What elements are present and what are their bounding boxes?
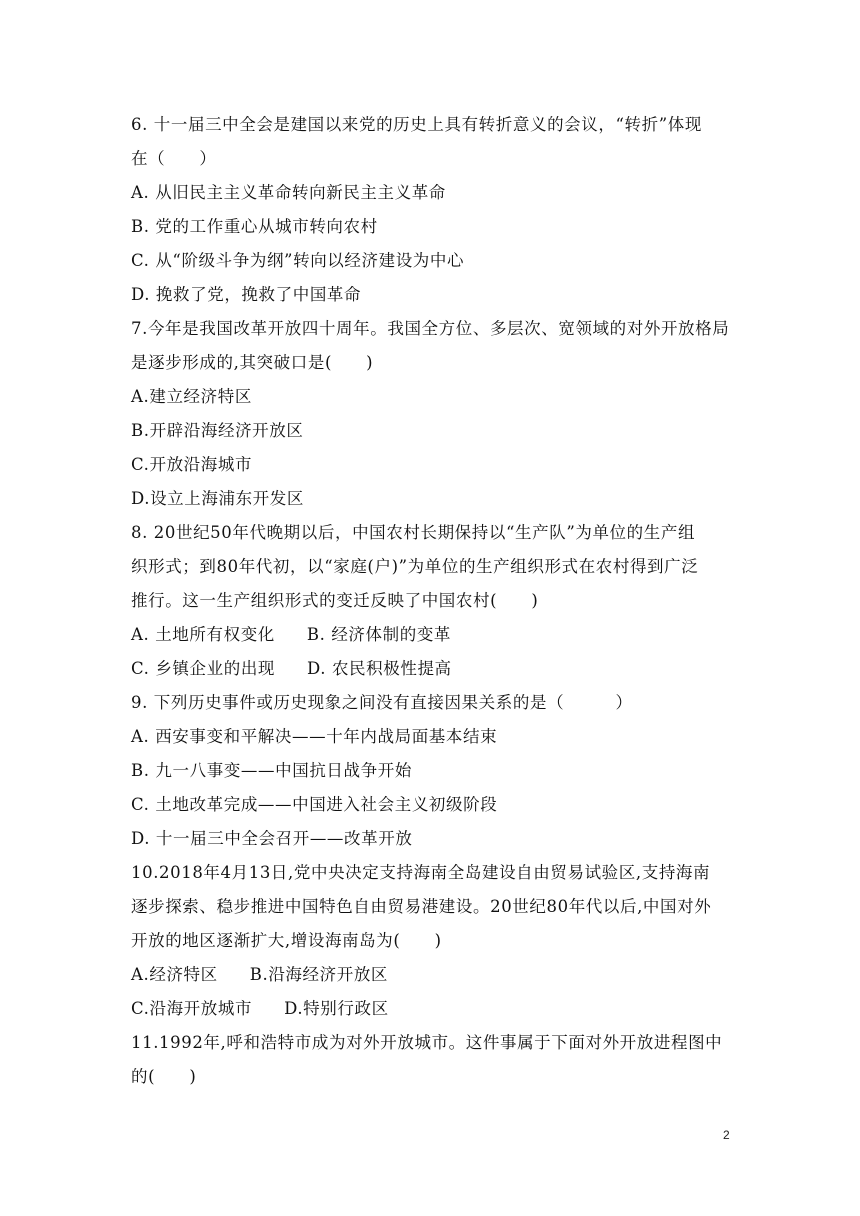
page-number: 2 (723, 1128, 730, 1142)
question-stem-line: 在（ ） (131, 149, 217, 168)
question-stem-line: 是逐步形成的,其突破口是( ) (131, 353, 374, 372)
option-d: D.设立上海浦东开发区 (131, 489, 304, 508)
question-stem-line: 8. 20世纪50年代晚期以后，中国农村长期保持以“生产队”为单位的生产组 (131, 523, 696, 542)
question-8 (131, 516, 731, 686)
option-row (131, 958, 731, 992)
question-stem-line: 织形式；到80年代初，以“家庭(户)”为单位的生产组织形式在农村得到广泛 (131, 557, 699, 576)
option-row (131, 992, 731, 1026)
option-a: A. 土地所有权变化 (131, 625, 275, 644)
option-c: C.沿海开放城市 (131, 999, 253, 1018)
question-6 (131, 108, 731, 312)
question-stem-line: 逐步探索、稳步推进中国特色自由贸易港建设。20世纪80年代以后,中国对外 (131, 897, 712, 916)
question-stem-line: 9. 下列历史事件或历史现象之间没有直接因果关系的是（ ） (131, 693, 633, 712)
option-d: D.特别行政区 (284, 999, 389, 1018)
option-b: B.开辟沿海经济开放区 (131, 421, 304, 440)
option-b: B. 党的工作重心从城市转向农村 (131, 217, 378, 236)
option-d: D. 挽救了党，挽救了中国革命 (131, 285, 362, 304)
question-stem-line: 6. 十一届三中全会是建国以来党的历史上具有转折意义的会议，“转折”体现 (131, 115, 702, 134)
option-a: A. 从旧民主主义革命转向新民主主义革命 (131, 183, 446, 202)
question-stem-line: 7.今年是我国改革开放四十周年。我国全方位、多层次、宽领域的对外开放格局 (131, 319, 730, 338)
option-d: D. 农民积极性提高 (307, 659, 452, 678)
question-stem-line: 11.1992年,呼和浩特市成为对外开放城市。这件事属于下面对外开放进程图中 (131, 1033, 723, 1052)
question-9 (131, 686, 731, 856)
option-c: C. 从“阶级斗争为纲”转向以经济建设为中心 (131, 251, 465, 270)
question-7 (131, 312, 731, 516)
question-list (131, 108, 731, 1094)
option-d: D. 十一届三中全会召开——改革开放 (131, 829, 413, 848)
question-stem-line: 开放的地区逐渐扩大,增设海南岛为( ) (131, 931, 442, 950)
option-a: A.建立经济特区 (131, 387, 252, 406)
option-row (131, 618, 731, 652)
option-c: C.开放沿海城市 (131, 455, 253, 474)
option-a: A. 西安事变和平解决——十年内战局面基本结束 (131, 727, 498, 746)
option-b: B. 九一八事变——中国抗日战争开始 (131, 761, 412, 780)
question-stem-line: 10.2018年4月13日,党中央决定支持海南全岛建设自由贸易试验区,支持海南 (131, 863, 711, 882)
question-stem-line: 推行。这一生产组织形式的变迁反映了中国农村( ) (131, 591, 539, 610)
option-b: B. 经济体制的变革 (306, 625, 452, 644)
question-stem-line: 的( ) (131, 1067, 197, 1086)
option-c: C. 土地改革完成——中国进入社会主义初级阶段 (131, 795, 498, 814)
option-b: B.沿海经济开放区 (249, 965, 389, 984)
option-a: A.经济特区 (131, 965, 218, 984)
option-c: C. 乡镇企业的出现 (131, 659, 276, 678)
question-10 (131, 856, 731, 1026)
question-11 (131, 1026, 731, 1094)
option-row (131, 652, 731, 686)
